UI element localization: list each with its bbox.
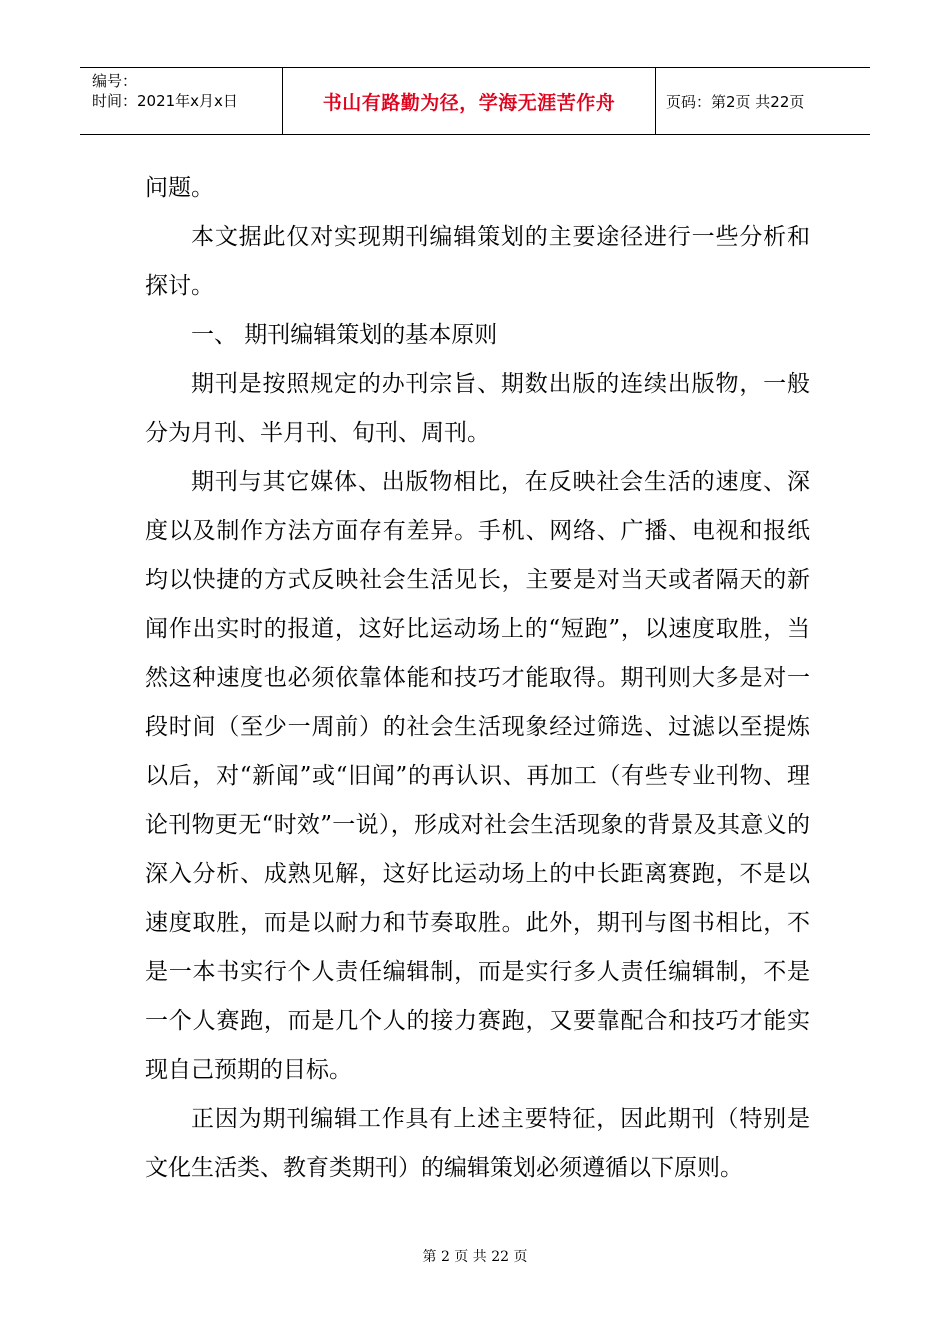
header-page-cell xyxy=(656,68,870,134)
paragraph-comparison: 期刊与其它媒体、出版物相比，在反映社会生活的速度、深度以及制作方法方面存有差异。手机、网络、广播、电视和报纸均以快捷的方式反映社会生活见长，主要是对当天或者隔天的新闻作出实时的报道，这好比运动场上的“短跑”，以速度取胜，当然这种速度也必须依靠体能和技巧才能取得。期刊则大多是对一段时间（至少一周前）的社会生活现象经过筛选、过滤以至提炼以后，对“新闻”或“旧闻”的再认识、再加工（有些专业刊物、理论刊物更无“时效”一说），形成对社会生活现象的背景及其意义的深入分析、成熟见解，这好比运动场上的中长距离赛跑，不是以速度取胜，而是以耐力和节奏取胜。此外，期刊与图书相比，不是一本书实行个人责任编辑制，而是实行多人责任编辑制，不是一个人赛跑，而是几个人的接力赛跑，又要靠配合和技巧才能实现自己预期的目标。 xyxy=(145,469,810,1083)
paragraph-definition: 期刊是按照规定的办刊宗旨、期数出版的连续出版物，一般分为月刊、半月刊、旬刊、周刊。 xyxy=(145,371,810,446)
section-heading: 一、 期刊编辑策划的基本原则 xyxy=(191,322,498,348)
document-number-label: 编号： xyxy=(92,72,138,90)
paragraph-principles: 正因为期刊编辑工作具有上述主要特征，因此期刊（特别是文化生活类、教育类期刊）的编辑策划必须遵循以下原则。 xyxy=(145,1106,810,1181)
header-motto: 书山有路勤为径，学海无涯苦作舟 xyxy=(322,91,616,114)
header-motto-cell xyxy=(283,68,656,134)
page-footer xyxy=(0,1246,950,1266)
document-body xyxy=(145,164,810,1193)
paragraph-intro: 本文据此仅对实现期刊编辑策划的主要途径进行一些分析和探讨。 xyxy=(145,224,810,299)
header-page-indicator: 页码：第2页 共22页 xyxy=(666,92,805,111)
document-date-label: 时间：2021年x月x日 xyxy=(92,92,238,110)
page-header xyxy=(80,67,870,135)
header-meta-cell xyxy=(80,68,283,134)
footer-page-number: 第 2 页 共 22 页 xyxy=(422,1249,528,1265)
paragraph-continuation: 问题。 xyxy=(145,175,214,201)
